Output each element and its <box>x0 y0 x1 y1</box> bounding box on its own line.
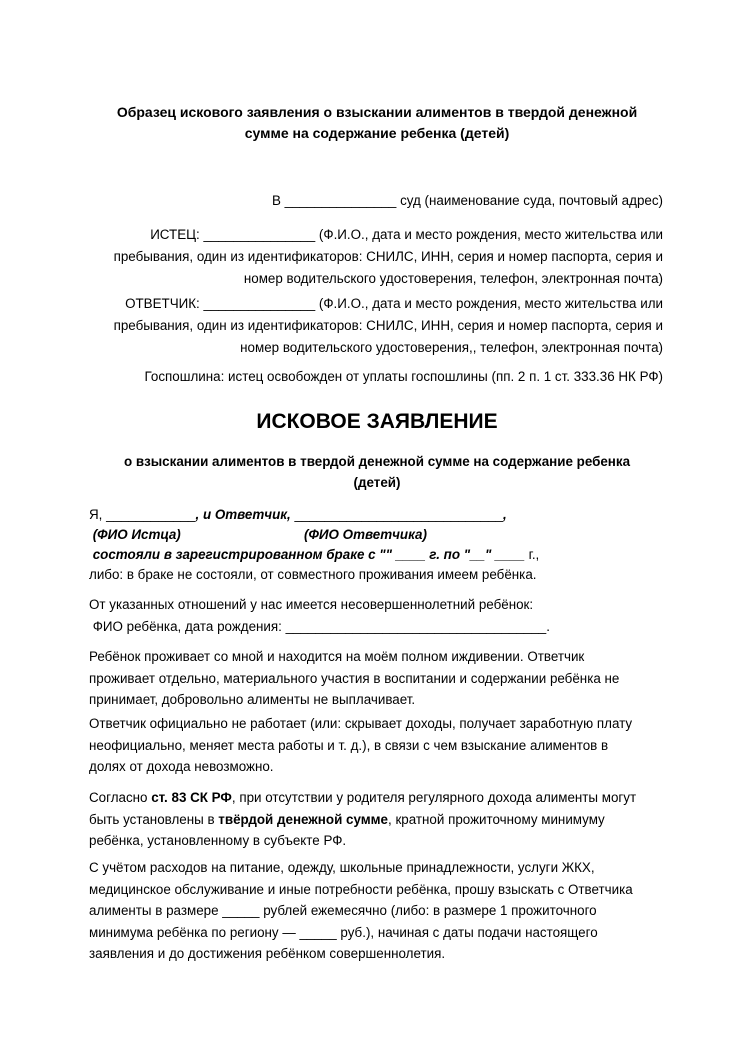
sample-title-line-2: сумме на содержание ребенка (детей) <box>244 125 510 141</box>
plaintiff-line-1: ИСТЕЦ: _______________ (Ф.И.О., дата и место рождения, место жительства или <box>150 227 663 242</box>
law-line-2 <box>89 809 669 831</box>
law-article-reference: ст. 83 СК РФ <box>151 790 232 805</box>
claim-subtitle <box>100 451 654 493</box>
fee-line <box>88 366 663 388</box>
child-block <box>89 594 669 637</box>
law-text: Согласно <box>89 790 152 805</box>
income-paragraph <box>89 713 669 778</box>
defendant-label: (ФИО Ответчика) <box>304 527 427 542</box>
law-text: , кратной прожиточному минимуму <box>388 811 605 827</box>
law-paragraph <box>89 787 669 852</box>
income-line-3: долях от дохода невозможно. <box>89 759 274 774</box>
plaintiff-block <box>88 224 663 290</box>
plaintiff-label: (ФИО Истца) <box>89 527 181 542</box>
request-line-2: медицинское обслуживание и иные потребности ребёнка, прошу взыскать с Ответчика <box>89 881 633 897</box>
defendant-line-1: ОТВЕТЧИК: _______________ (Ф.И.О., дата и место рождения, место жительства или <box>125 296 663 311</box>
court-text: В _______________ суд (наименование суда, почтовый адрес) <box>272 193 663 208</box>
marriage-line <box>89 545 669 565</box>
plaintiff-line-3: номер водительского удостоверения, телефон, электронная почта) <box>243 271 663 286</box>
fixed-sum-emphasis: твёрдой денежной сумме <box>218 811 388 827</box>
alimony-amount-line[interactable]: алименты в размере _____ рублей ежемесячно (либо: в размере 1 прожиточного <box>89 903 597 918</box>
defendant-line-3: номер водительского удостоверения,, телефон, электронная почта) <box>240 340 663 355</box>
child-line-1: От указанных отношений у нас имеется несовершеннолетний ребёнок: <box>89 597 534 612</box>
defendant-block <box>88 293 663 359</box>
law-text: , при отсутствии у родителя регулярного дохода алименты могут <box>231 790 637 805</box>
plaintiff-name-blank[interactable]: ____________ <box>106 507 196 522</box>
comma: , <box>503 507 507 522</box>
claim-subtitle-line-2: (детей) <box>353 475 401 490</box>
subsistence-minimum-line[interactable]: минимума ребёнка по региону — _____ руб.), начиная с даты подачи настоящего <box>89 924 598 940</box>
law-text: быть установлены в <box>89 811 219 827</box>
parties-line-1 <box>89 505 669 525</box>
sample-title <box>80 102 674 144</box>
dependency-line-1: Ребёнок проживает со мной и находится на моём полном иждивении. Ответчик <box>89 649 585 664</box>
dependency-paragraph <box>89 646 669 711</box>
request-line-1: С учётом расходов на питание, одежду, школьные принадлежности, услуги ЖКХ, <box>89 860 595 875</box>
ya-text: Я, <box>89 507 107 522</box>
parties-labels <box>89 525 669 545</box>
child-name-dob-blank[interactable]: ФИО ребёнка, дата рождения: ___________________________________. <box>89 618 550 634</box>
income-line-2: неофициально, меняет места работы и т. д.), в связи с чем взыскание алиментов в <box>89 737 609 753</box>
court-line <box>88 190 663 212</box>
request-line-5: заявления и до достижения ребёнком совершеннолетия. <box>89 946 446 961</box>
sample-title-line-1: Образец искового заявления о взыскании алиментов в твердой денежной <box>116 104 638 120</box>
defendant-name-blank[interactable]: ____________________________ <box>294 507 504 522</box>
marriage-dates[interactable]: состояли в зарегистрированном браке с "" ____ г. по "__" ____ <box>89 547 525 562</box>
plaintiff-line-2: пребывания, один из идентификаторов: СНИЛС, ИНН, серия и номер паспорта, серия и <box>113 249 663 264</box>
law-line-3: ребёнка, установленному в субъекте РФ. <box>89 833 347 848</box>
dependency-line-3: принимает, добровольно алименты не выплачивает. <box>89 692 416 707</box>
request-paragraph <box>89 857 669 965</box>
claim-subtitle-line-1: о взыскании алиментов в твердой денежной сумме на содержание ребенка <box>123 454 631 469</box>
law-line-1 <box>89 787 669 809</box>
fee-text: Госпошлина: истец освобожден от уплаты госпошлины (пп. 2 п. 1 ст. 333.36 НК РФ) <box>144 369 663 384</box>
marriage-tail: г., <box>524 547 540 562</box>
dependency-line-2: проживает отдельно, материального участия в воспитании и содержании ребёнка не <box>89 670 620 686</box>
claim-title: ИСКОВОЕ ЗАЯВЛЕНИЕ <box>256 410 498 433</box>
income-line-1: Ответчик официально не работает (или: скрывает доходы, получает заработную плату <box>89 716 633 731</box>
and-defendant-text: , и Ответчик, <box>195 507 295 522</box>
defendant-line-2: пребывания, один из идентификаторов: СНИЛС, ИНН, серия и номер паспорта, серия и <box>113 318 663 333</box>
parties-block <box>89 505 669 585</box>
not-married-line: либо: в браке не состояли, от совместного проживания имеем ребёнка. <box>89 567 537 582</box>
